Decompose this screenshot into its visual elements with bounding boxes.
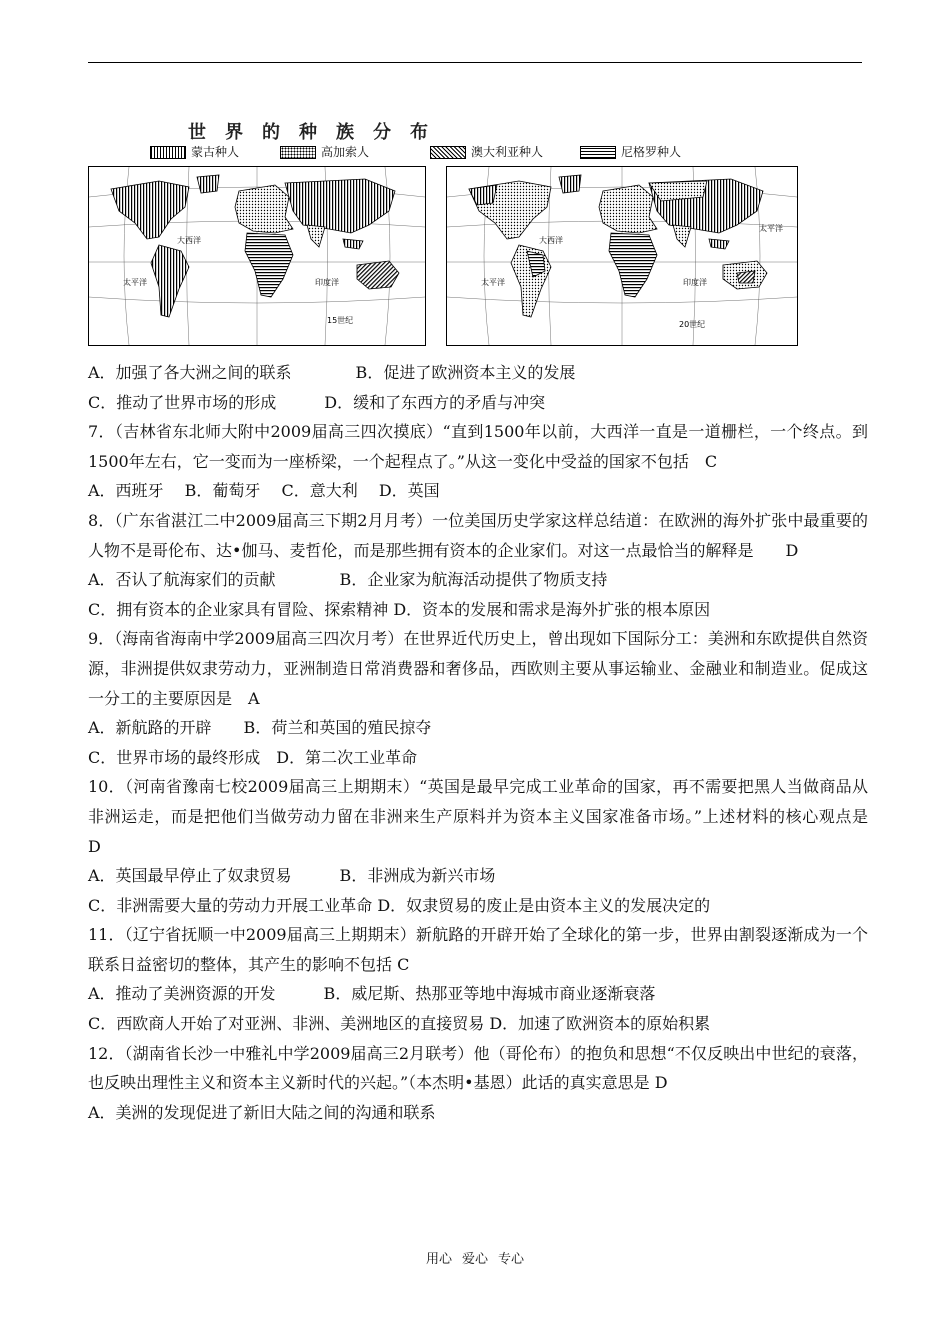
ocean-label-indian: 印度洋	[315, 278, 339, 287]
ocean-label-pacific: 太平洋	[123, 278, 147, 287]
option-line: C．世界市场的最终形成 D．第二次工业革命	[88, 747, 418, 767]
map-right-caption: 20世纪	[679, 320, 706, 329]
option-line: A．英国最早停止了奴隶贸易 B．非洲成为新兴市场	[88, 866, 496, 886]
world-map-right-svg	[447, 167, 797, 345]
question-text	[88, 358, 885, 1127]
legend-item-mongoloid: 蒙古种人	[150, 144, 239, 160]
world-map-left	[88, 166, 426, 346]
ocean-label-atlantic: 大西洋	[539, 236, 563, 245]
option-line: A．否认了航海家们的贡献 B．企业家为航海活动提供了物质支持	[88, 570, 608, 590]
footer-word: 爱心	[461, 1252, 488, 1267]
ocean-label-atlantic: 大西洋	[177, 236, 201, 245]
figure-legend	[150, 144, 800, 162]
map-left-caption: 15世纪	[327, 316, 354, 325]
page-footer	[0, 1248, 950, 1267]
vertical-hatch-swatch	[150, 146, 186, 159]
footer-word: 专心	[498, 1252, 525, 1267]
footer-word: 用心	[425, 1252, 452, 1267]
question-10: 10．（河南省豫南七校2009届高三上期期末）“英国是最早完成工业革命的国家，再不需要把黑人当做商品从非洲运走，而是把他们当做劳动力留在非洲来生产原料并为资本主义国家准备市场。”上述材料的核心观点是 D	[88, 777, 885, 856]
option-line: C．西欧商人开始了对亚洲、非洲、美洲地区的直接贸易 D．加速了欧洲资本的原始积累	[88, 1014, 711, 1034]
option-line: A．加强了各大洲之间的联系 B．促进了欧洲资本主义的发展	[88, 363, 576, 382]
option-line: A．西班牙 B．葡萄牙 C．意大利 D．英国	[88, 481, 440, 501]
option-line: C．非洲需要大量的劳动力开展工业革命 D．奴隶贸易的废止是由资本主义的发展决定的	[88, 895, 711, 915]
question-8: 8．（广东省湛江二中2009届高三下期2月月考）一位美国历史学家这样总结道：在欧洲的海外扩张中最重要的人物不是哥伦布、达•伽马、麦哲伦，而是那些拥有资本的企业家们。对这一点最恰当的解释是 D	[88, 510, 868, 560]
horizontal-hatch-swatch	[580, 146, 616, 159]
option-line: C．推动了世界市场的形成 D．缓和了东西方的矛盾与冲突	[88, 392, 546, 412]
option-line: C．拥有资本的企业家具有冒险、探索精神 D．资本的发展和需求是海外扩张的根本原因	[88, 599, 711, 619]
legend-item-negroid: 尼格罗种人	[580, 144, 681, 160]
header-rule	[88, 62, 862, 63]
world-map-right	[446, 166, 798, 346]
diagonal-hatch-swatch	[430, 146, 466, 159]
option-line: A．新航路的开辟 B．荷兰和英国的殖民掠夺	[88, 718, 432, 738]
question-9: 9．（海南省海南中学2009届高三四次月考）在世界近代历史上，曾出现如下国际分工：美洲和东欧提供自然资源，非洲提供奴隶劳动力，亚洲制造日常消费器和奢侈品，西欧则主要从事运输业、金融业和制造业。促成这一分工的主要原因是 A	[88, 629, 868, 708]
question-11: 11．（辽宁省抚顺一中2009届高三上期期末）新航路的开辟开始了全球化的第一步，世界由割裂逐渐成为一个联系日益密切的整体，其产生的影响不包括 C	[88, 925, 868, 974]
question-7: 7．（吉林省东北师大附中2009届高三四次摸底）“直到1500年以前，大西洋一直是一道栅栏，一个终点。到1500年左右，它一变而为一座桥梁，一个起程点了。”从这一变化中受益的国家不包括 C	[88, 422, 868, 471]
ocean-label-pacific-east: 太平洋	[759, 224, 783, 233]
legend-item-australoid: 澳大利亚种人	[430, 144, 543, 160]
ocean-label-pacific: 太平洋	[481, 278, 505, 287]
dot-pattern-swatch	[280, 146, 316, 159]
ocean-label-indian: 印度洋	[683, 278, 707, 287]
question-12: 12．（湖南省长沙一中雅礼中学2009届高三2月联考）他（哥伦布）的抱负和思想“不仅反映出中世纪的衰落，也反映出理性主义和资本主义新时代的兴起。”（本杰明•基恩）此话的真实意思是 D	[88, 1043, 868, 1093]
race-distribution-figure	[88, 118, 800, 346]
legend-item-caucasian: 高加索人	[280, 144, 369, 160]
world-map-left-svg	[89, 167, 425, 345]
option-line: A．推动了美洲资源的开发 B．威尼斯、热那亚等地中海城市商业逐渐衰落	[88, 984, 656, 1004]
option-line: A．美洲的发现促进了新旧大陆之间的沟通和联系	[88, 1102, 436, 1122]
figure-title: 世界的种族分布	[188, 122, 447, 143]
